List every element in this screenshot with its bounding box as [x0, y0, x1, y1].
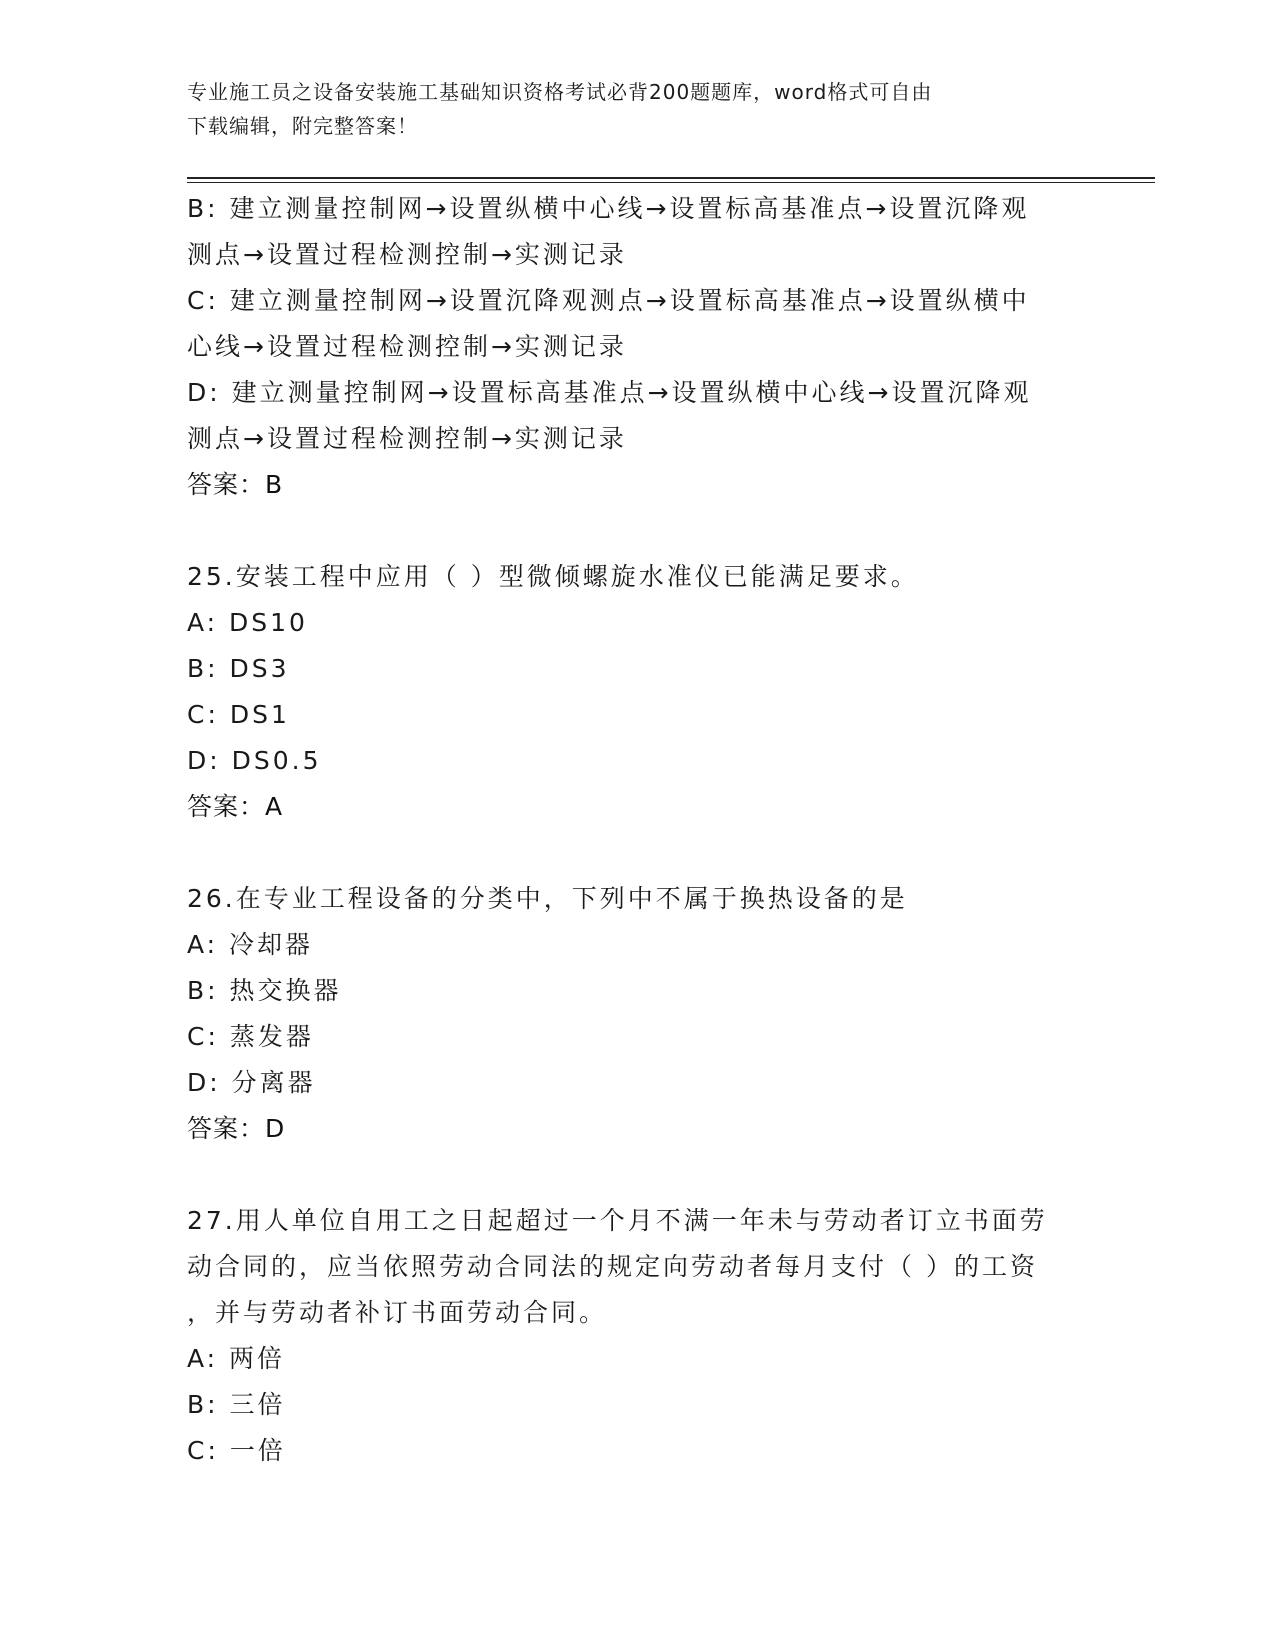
q24-option-c-line-2: 心线→设置过程检测控制→实测记录: [187, 332, 627, 361]
q24-option-c-line-1: C: 建立测量控制网→设置沉降观测点→设置标高基准点→设置纵横中: [187, 286, 1030, 315]
q25-answer: 答案：A: [187, 792, 284, 821]
question-24-block: [187, 186, 1087, 508]
q26-answer: 答案：D: [187, 1114, 286, 1143]
q26-question: 26.在专业工程设备的分类中，下列中不属于换热设备的是: [187, 884, 908, 913]
q25-option-a: A: DS10: [187, 608, 308, 637]
header-divider-thin: [187, 182, 1155, 183]
header-line-1: 专业施工员之设备安装施工基础知识资格考试必背200题题库，word格式可自由: [187, 80, 933, 104]
header-line-2: 下载编辑，附完整答案！: [187, 114, 418, 138]
header-divider-thick: [187, 177, 1155, 179]
q24-option-d-line-1: D: 建立测量控制网→设置标高基准点→设置纵横中心线→设置沉降观: [187, 378, 1032, 407]
q27-option-a: A: 两倍: [187, 1344, 286, 1373]
q26-option-c: C: 蒸发器: [187, 1022, 314, 1051]
q26-option-a: A: 冷却器: [187, 930, 314, 959]
q27-option-c: C: 一倍: [187, 1436, 286, 1465]
q27-question-line-3: ，并与劳动者补订书面劳动合同。: [187, 1298, 608, 1327]
question-26-block: [187, 876, 1087, 1152]
q27-question-line-2: 动合同的，应当依照劳动合同法的规定向劳动者每月支付（ ）的工资: [187, 1252, 1038, 1281]
q24-option-b-line-2: 测点→设置过程检测控制→实测记录: [187, 240, 627, 269]
q27-option-b: B: 三倍: [187, 1390, 286, 1419]
question-25-block: [187, 554, 1087, 830]
q25-option-c: C: DS1: [187, 700, 290, 729]
q25-question: 25.安装工程中应用（ ）型微倾螺旋水准仪已能满足要求。: [187, 562, 919, 591]
q25-option-d: D: DS0.5: [187, 746, 322, 775]
q24-answer: 答案：B: [187, 470, 284, 499]
question-27-block: [187, 1198, 1087, 1474]
q27-question-line-1: 27.用人单位自用工之日起超过一个月不满一年未与劳动者订立书面劳: [187, 1206, 1048, 1235]
q26-option-d: D: 分离器: [187, 1068, 316, 1097]
q24-option-b-line-1: B: 建立测量控制网→设置纵横中心线→设置标高基准点→设置沉降观: [187, 194, 1030, 223]
q25-option-b: B: DS3: [187, 654, 290, 683]
document-header: [187, 75, 1087, 143]
q26-option-b: B: 热交换器: [187, 976, 342, 1005]
q24-option-d-line-2: 测点→设置过程检测控制→实测记录: [187, 424, 627, 453]
